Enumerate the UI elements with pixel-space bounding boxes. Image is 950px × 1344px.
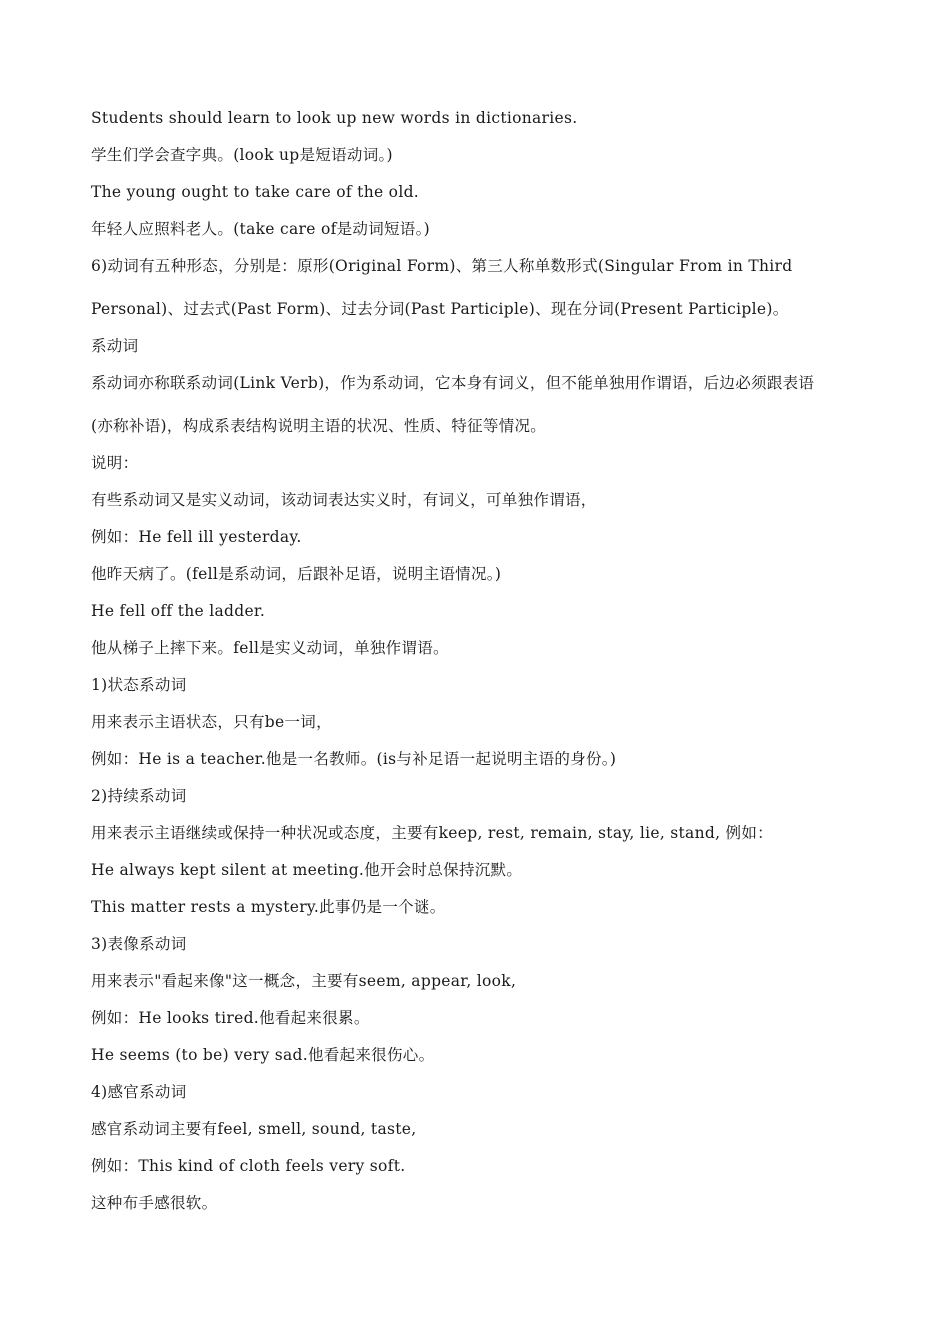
text-line: (亦称补语)，构成系表结构说明主语的状况、性质、特征等情况。 <box>91 417 547 435</box>
text-line: 感官系动词主要有feel, smell, sound, taste, <box>91 1120 417 1138</box>
text-line: Personal)、过去式(Past Form)、过去分词(Past Participle)、现在分词(Present Participle)。 <box>91 300 789 318</box>
text-line: This matter rests a mystery.此事仍是一个谜。 <box>91 898 446 916</box>
text-line: 例如：He is a teacher.他是一名教师。(is与补足语一起说明主语的身份。) <box>91 750 617 768</box>
document-body <box>91 100 871 1222</box>
text-line: 说明： <box>91 454 139 472</box>
text-line: 这种布手感很软。 <box>91 1194 218 1212</box>
text-line: 用来表示主语继续或保持一种状况或态度，主要有keep, rest, remain, stay, lie, stand, 例如： <box>91 824 773 842</box>
text-line: 年轻人应照料老人。(take care of是动词短语。) <box>91 220 431 238</box>
text-line: 他昨天病了。(fell是系动词，后跟补足语，说明主语情况。) <box>91 565 502 583</box>
text-line: 例如：He fell ill yesterday. <box>91 528 302 546</box>
text-line: 他从梯子上摔下来。fell是实义动词，单独作谓语。 <box>91 639 449 657</box>
text-line: 学生们学会查字典。(look up是短语动词。) <box>91 146 393 164</box>
text-line: He always kept silent at meeting.他开会时总保持沉默。 <box>91 861 523 879</box>
text-line: 有些系动词又是实义动词，该动词表达实义时，有词义，可单独作谓语， <box>91 491 597 509</box>
text-line: 用来表示"看起来像"这一概念，主要有seem, appear, look, <box>91 972 517 990</box>
section-heading: 4)感官系动词 <box>91 1083 187 1101</box>
text-line: He seems (to be) very sad.他看起来很伤心。 <box>91 1046 435 1064</box>
text-line: Students should learn to look up new words in dictionaries. <box>91 109 578 127</box>
section-heading: 3)表像系动词 <box>91 935 187 953</box>
text-line: 用来表示主语状态，只有be一词， <box>91 713 332 731</box>
text-line: 系动词亦称联系动词(Link Verb)，作为系动词，它本身有词义，但不能单独用作谓语，后边必须跟表语 <box>91 374 815 392</box>
text-line: 例如：He looks tired.他看起来很累。 <box>91 1009 370 1027</box>
text-line: 6)动词有五种形态，分别是：原形(Original Form)、第三人称单数形式(Singular From in Third <box>91 257 793 275</box>
section-heading: 1)状态系动词 <box>91 676 187 694</box>
section-heading: 2)持续系动词 <box>91 787 187 805</box>
text-line: He fell off the ladder. <box>91 602 266 620</box>
text-line: 例如：This kind of cloth feels very soft. <box>91 1157 406 1175</box>
text-line: The young ought to take care of the old. <box>91 183 420 201</box>
section-heading: 系动词 <box>91 337 139 355</box>
